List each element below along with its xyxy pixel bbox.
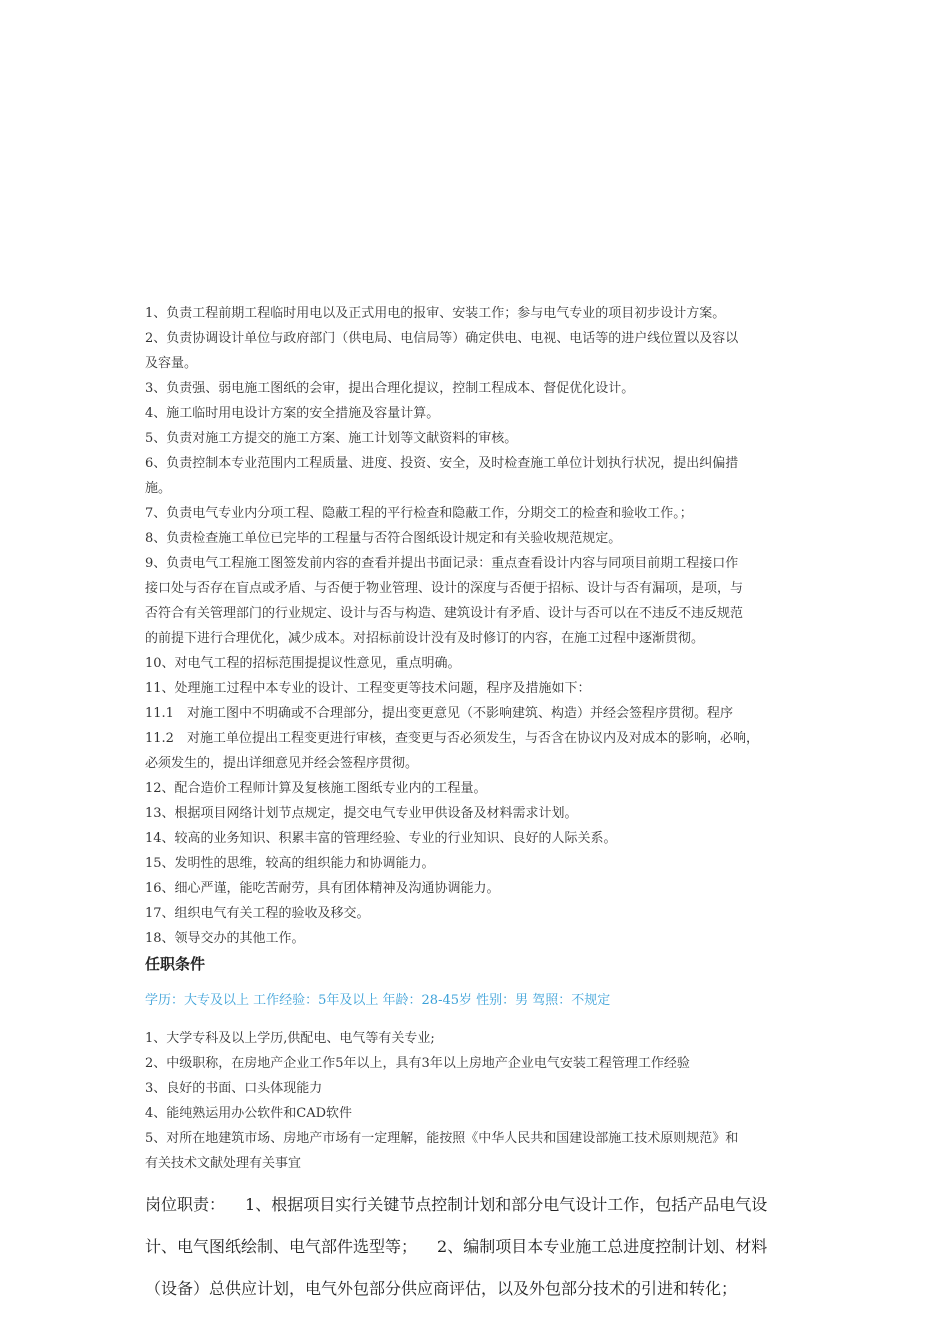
duty-line: 16、细心严谨，能吃苦耐劳，具有团体精神及沟通协调能力。: [145, 881, 500, 896]
job-duties-text: 1、根据项目实行关键节点控制计划和部分电气设计工作，包括产品电气设: [245, 1195, 768, 1214]
duty-line: 11、处理施工过程中本专业的设计、工程变更等技术问题，程序及措施如下：: [145, 681, 591, 696]
duty-line: 3、负责强、弱电施工图纸的会审，提出合理化提议，控制工程成本、督促优化设计。: [145, 381, 635, 396]
duty-line: 2、负责协调设计单位与政府部门（供电局、电信局等）确定供电、电视、电话等的进户线位置以及容以: [145, 331, 739, 346]
duty-line: 17、组织电气有关工程的验收及移交。: [145, 906, 370, 921]
requirement-line: 2、中级职称，在房地产企业工作5年以上，具有3年以上房地产企业电气安装工程管理工作经验: [145, 1056, 690, 1071]
job-duties-line-2: [145, 1234, 825, 1260]
duty-line: 9、负责电气工程施工图签发前内容的查看并提出书面记录：重点查看设计内容与同项目前期工程接口作: [145, 556, 739, 571]
duty-line: 施。: [145, 481, 172, 496]
duty-line: 5、负责对施工方提交的施工方案、施工计划等文献资料的审核。: [145, 431, 518, 446]
requirements-summary: 学历：大专及以上 工作经验：5年及以上 年龄：28-45岁 性别：男 驾照：不规定: [145, 993, 611, 1008]
duty-line: 11.2 对施工单位提出工程变更进行审核，查变更与否必须发生，与否含在协议内及对成本的影响，必响，: [145, 731, 759, 746]
duty-line: 及容量。: [145, 356, 198, 371]
job-duties-text: 计、电气图纸绘制、电气部件选型等；: [145, 1237, 418, 1256]
duties-block: [145, 301, 825, 1318]
job-duties-label: 岗位职责：: [145, 1195, 226, 1214]
duty-line: 的前提下进行合理优化，减少成本。对招标前设计没有及时修订的内容，在施工过程中逐渐贯彻。: [145, 631, 705, 646]
duty-line: 10、对电气工程的招标范围提提议性意见，重点明确。: [145, 656, 461, 671]
requirement-line: 有关技术文献处理有关事宜: [145, 1156, 302, 1171]
job-duties-line-1: [145, 1192, 825, 1218]
duty-line: 15、发明性的思维，较高的组织能力和协调能力。: [145, 856, 435, 871]
duty-line: 12、配合造价工程师计算及复核施工图纸专业内的工程量。: [145, 781, 487, 796]
duty-line: 否符合有关管理部门的行业规定、设计与否与构造、建筑设计有矛盾、设计与否可以在不违反不违反规范: [145, 606, 744, 621]
requirements-title: 任职条件: [145, 955, 206, 973]
duty-line: 1、负责工程前期工程临时用电以及正式用电的报审、安装工作；参与电气专业的项目初步设计方案。: [145, 306, 726, 321]
requirement-line: 4、能纯熟运用办公软件和CAD软件: [145, 1106, 353, 1121]
requirement-line: 1、大学专科及以上学历,供配电、电气等有关专业;: [145, 1031, 435, 1046]
duty-line: 13、根据项目网络计划节点规定，提交电气专业甲供设备及材料需求计划。: [145, 806, 578, 821]
duty-line: 6、负责控制本专业范围内工程质量、进度、投资、安全，及时检查施工单位计划执行状况，提出纠偏措: [145, 456, 739, 471]
duty-line: 11.1 对施工图中不明确或不合理部分，提出变更意见（不影响建筑、构造）并经会签程序贯彻。程序: [145, 706, 733, 721]
duty-line: 14、较高的业务知识、积累丰富的管理经验、专业的行业知识、良好的人际关系。: [145, 831, 617, 846]
duty-line: 4、施工临时用电设计方案的安全措施及容量计算。: [145, 406, 440, 421]
duty-line: 必须发生的，提出详细意见并经会签程序贯彻。: [145, 756, 419, 771]
duty-line: 接口处与否存在盲点或矛盾、与否便于物业管理、设计的深度与否便于招标、设计与否有漏项，是项，与: [145, 581, 744, 596]
requirement-line: 3、良好的书面、口头体现能力: [145, 1081, 323, 1096]
duty-line: 18、领导交办的其他工作。: [145, 931, 305, 946]
duty-line: 7、负责电气专业内分项工程、隐蔽工程的平行检查和隐蔽工作，分期交工的检查和验收工作。；: [145, 506, 693, 521]
job-duties-line-3: （设备）总供应计划，电气外包部分供应商评估，以及外包部分技术的引进和转化；: [145, 1279, 738, 1298]
duty-line: 8、负责检查施工单位已完毕的工程量与否符合图纸设计规定和有关验收规范规定。: [145, 531, 622, 546]
requirement-line: 5、对所在地建筑市场、房地产市场有一定理解，能按照《中华人民共和国建设部施工技术原则规范》和: [145, 1131, 739, 1146]
job-duties-text: 2、编制项目本专业施工总进度控制计划、材料: [437, 1237, 768, 1256]
